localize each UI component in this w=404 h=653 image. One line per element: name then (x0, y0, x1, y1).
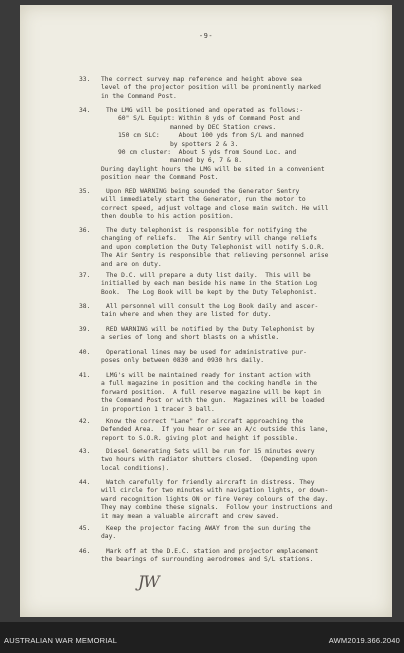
paragraph-line: ward recognition lights ON or fire Verey colours of the day. (101, 495, 329, 503)
paragraph-line: All personnel will consult the Log Book daily and ascer- (106, 303, 319, 310)
paragraph-line: correct speed, adjust voltage and close main switch. He will (101, 204, 329, 212)
paragraph-line: initialled by each man beside his name in the Station Log (101, 280, 318, 288)
paragraph-number: 40. (79, 349, 91, 356)
archive-name: AUSTRALIAN WAR MEMORIAL (4, 636, 118, 645)
paragraph-line: The D.C. will prepare a duty list daily. This will be (106, 272, 311, 279)
document-page (20, 5, 392, 617)
paragraph-line: manned by 6, 7 & 8. (170, 157, 243, 165)
paragraph-line: will immediately start the Generator, run the motor to (101, 196, 306, 204)
paragraph-number: 43. (79, 448, 91, 455)
paragraph-line: position near the Command Post. (101, 174, 219, 182)
paragraph-line: 60" S/L Equipt: Within 8 yds of Command Post and (118, 115, 300, 123)
page-number: -9- (198, 32, 214, 40)
paragraph-line: Book. The Log Book will be kept by the Duty Telephonist. (101, 288, 318, 296)
paragraph-line: and are on duty. (101, 260, 162, 268)
paragraph-line: day. (101, 533, 117, 541)
paragraph-line: Watch carefully for friendly aircraft in distress. They (106, 479, 315, 486)
paragraph-line: During daylight hours the LMG will be sited in a convenient (101, 165, 325, 173)
paragraph-line: The LMG will be positioned and operated as follows:- (106, 107, 304, 114)
paragraph-number: 46. (79, 548, 91, 555)
paragraph-line: two hours with radiator shutters closed. (Depending upon (101, 456, 318, 464)
paragraph-line: then double to his action position. (101, 213, 234, 221)
paragraph-line: Upon RED WARNING being sounded the Generator Sentry (106, 188, 300, 195)
paragraph-line: The Air Sentry is responsible that relieving personnel arise (101, 252, 329, 260)
paragraph-line: Know the correct "Lane" for aircraft approaching the (106, 418, 304, 425)
paragraph-number: 41. (79, 372, 91, 379)
paragraph-line: and upon completion the Duty Telephonist will notify S.O.R. (101, 243, 325, 251)
document-body (20, 5, 392, 617)
paragraph-line: a full magazine in position and the cocking handle in the (101, 380, 318, 388)
paragraph-line: will circle for two minutes with navigation lights, or down- (101, 487, 329, 495)
paragraph-line: changing of reliefs. The Air Sentry will change reliefs (101, 235, 318, 243)
paragraph-line: The correct survey map reference and height above sea (101, 76, 302, 83)
paragraph-line: manned by DEC Station crews. (170, 123, 277, 131)
paragraph-line: by spotters 2 & 3. (170, 140, 239, 148)
handwritten-signature: JW (138, 572, 159, 591)
paragraph-line: report to S.O.R. giving plot and height if possible. (101, 434, 299, 442)
paragraph-line: Defended Area. If you hear or see an A/c outside this lane, (101, 426, 329, 434)
paragraph-number: 36. (79, 227, 91, 234)
paragraph-line: the Command Post or with the gun. Magazines will be loaded (101, 397, 325, 405)
paragraph-line: Keep the projector facing AWAY from the sun during the (106, 525, 311, 532)
paragraph-line: Mark off at the D.E.C. station and projector emplacement (106, 548, 319, 555)
paragraph-number: 45. (79, 525, 91, 532)
paragraph-line: forward position. A full reserve magazine will be kept in (101, 388, 321, 396)
paragraph-line: level of the projector position will be prominently marked (101, 84, 321, 92)
paragraph-line: in proportion 1 tracer 3 ball. (101, 405, 215, 413)
paragraph-line: RED WARNING will be notified by the Duty Telephonist by (106, 326, 315, 333)
paragraph-number: 42. (79, 418, 91, 425)
paragraph-line: 90 cm cluster: About 5 yds from Sound Loc. and (118, 149, 297, 156)
paragraph-number: 38. (79, 303, 91, 310)
paragraph-line: The duty telephonist is responsible for notifying the (106, 227, 307, 234)
paragraph-line: poses only between 0830 and 0930 hrs daily. (101, 357, 265, 365)
paragraph-line: local conditions). (101, 464, 170, 472)
paragraph-line: the bearings of surrounding aerodromes and S/L stations. (101, 556, 314, 564)
paragraph-line: They may combine these signals. Follow your instructions and (101, 504, 333, 512)
paragraph-number: 37. (79, 272, 91, 279)
paragraph-line: Diesel Generating Sets will be run for 15 minutes every (106, 448, 315, 455)
paragraph-number: 39. (79, 326, 91, 333)
archive-reference: AWM2019.366.2040 (328, 636, 400, 645)
paragraph-line: tain where and when they are listed for duty. (101, 311, 272, 319)
paragraph-line: it may mean a valuable aircraft and crew saved. (101, 512, 280, 520)
paragraph-line: in the Command Post. (101, 92, 177, 100)
paragraph-line: Operational lines may be used for administrative pur- (106, 349, 307, 356)
paragraph-number: 44. (79, 479, 91, 486)
paragraph-number: 34. (79, 107, 91, 114)
paragraph-line: a series of long and short blasts on a whistle. (101, 334, 280, 342)
archive-footer (0, 622, 404, 653)
paragraph-line: 150 cm SLC: About 100 yds from S/L and manned (118, 132, 304, 140)
paragraph-number: 35. (79, 188, 91, 195)
paragraph-line: LMG's will be maintained ready for instant action with (106, 372, 311, 379)
paragraph-number: 33. (79, 76, 91, 83)
